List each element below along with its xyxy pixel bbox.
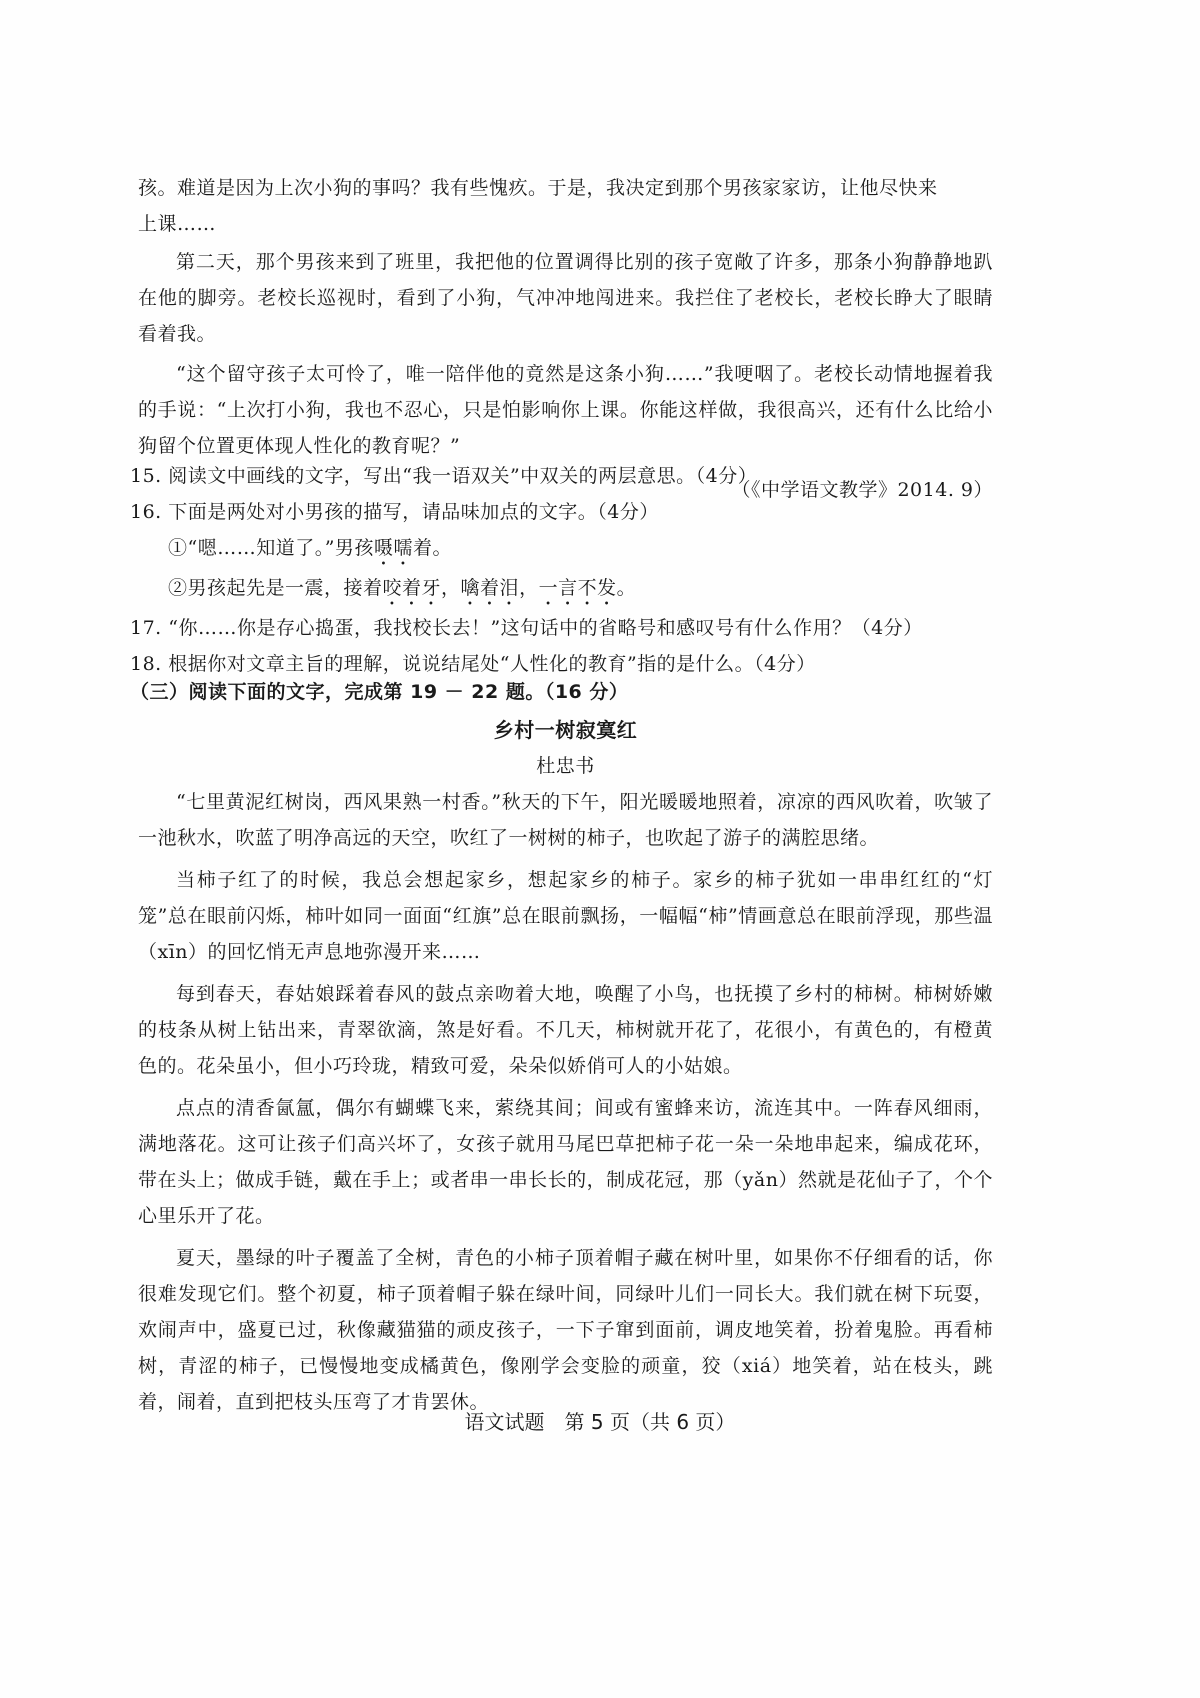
q16b-dotted-word-2: 噙着泪 xyxy=(460,577,520,599)
q16b-text-post: 。 xyxy=(616,577,637,599)
questions-15-18 xyxy=(130,458,985,682)
essay-paragraph-2: 当柿子红了的时候，我总会想起家乡，想起家乡的柿子。家乡的柿子犹如一串串红红的“灯笼”总在眼前闪烁，柿叶如同一面面“红旗”总在眼前飘扬，一幅幅“柿”情画意总在眼前浮现，那些温（xīn）的回忆悄无声息地弥漫开来…… xyxy=(138,869,993,963)
story-paragraph-1-line-1: 孩。难道是因为上次小狗的事吗？我有些愧疚。于是，我决定到那个男孩家家访，让他尽快来 xyxy=(138,177,938,199)
question-15: 15. 阅读文中画线的文字，写出“我一语双关”中双关的两层意思。（4分） xyxy=(130,465,758,487)
page-footer: 语文试题 第 5 页（共 6 页） xyxy=(464,1410,736,1434)
essay-paragraph-1: “七里黄泥红树岗，西风果熟一村香。”秋天的下午，阳光暖暖地照着，凉凉的西风吹着，吹皱了一池秋水，吹蓝了明净高远的天空，吹红了一树树的柿子，也吹起了游子的满腔思绪。 xyxy=(138,791,993,849)
story-paragraph-3: “这个留守孩子太可怜了，唯一陪伴他的竟然是这条小狗……”我哽咽了。老校长动情地握着我的手说：“上次打小狗，我也不忍心，只是怕影响你上课。你能这样做，我很高兴，还有什么比给小狗留个位置更体现人性化的教育呢？” xyxy=(138,363,993,457)
story-paragraph-2: 第二天，那个男孩来到了班里，我把他的位置调得比别的孩子宽敞了许多，那条小狗静静地趴在他的脚旁。老校长巡视时，看到了小狗，气冲冲地闯进来。我拦住了老校长，老校长睁大了眼睛看着我。 xyxy=(138,251,993,345)
essay xyxy=(138,712,993,1420)
essay-paragraph-5: 夏天，墨绿的叶子覆盖了全树，青色的小柿子顶着帽子藏在树叶里，如果你不仔细看的话，你很难发现它们。整个初夏，柿子顶着帽子躲在绿叶间，同绿叶儿们一同长大。我们就在树下玩耍，欢闹声中，盛夏已过，秋像藏猫猫的顽皮孩子，一下子窜到面前，调皮地笑着，扮着鬼脸。再看柿树，青涩的柿子，已慢慢地变成橘黄色，像刚学会变脸的顽童，狡（xiá）地笑着，站在枝头，跳着，闹着，直到把枝头压弯了才肯罢休。 xyxy=(138,1247,993,1413)
q16b-dotted-word-1: 咬着牙 xyxy=(382,577,442,599)
essay-author: 杜忠书 xyxy=(536,755,595,777)
q16b-comma-2: ， xyxy=(519,577,539,599)
question-18: 18. 根据你对文章主旨的理解，说说结尾处“人性化的教育”指的是什么。（4分） xyxy=(130,653,816,675)
section-3-heading: （三）阅读下面的文字，完成第 19 － 22 题。（16 分） xyxy=(130,681,629,703)
q16a-text-post: 着。 xyxy=(412,537,452,559)
question-16-item-a xyxy=(130,530,985,570)
essay-paragraph-4: 点点的清香氤氲，偶尔有蝴蝶飞来，萦绕其间；间或有蜜蜂来访，流连其中。一阵春风细雨，满地落花。这可让孩子们高兴坏了，女孩子就用马尾巴草把柿子花一朵一朵地串起来，编成花环，带在头上；做成手链，戴在手上；或者串一串长长的，制成花冠，那（yǎn）然就是花仙子了，个个心里乐开了花。 xyxy=(138,1097,993,1227)
essay-paragraph-3: 每到春天，春姑娘踩着春风的鼓点亲吻着大地，唤醒了小鸟，也抚摸了乡村的柿树。柿树娇嫩的枝条从树上钻出来，青翠欲滴，煞是好看。不几天，柿树就开花了，花很小，有黄色的，有橙黄色的。花朵虽小，但小巧玲珑，精致可爱，朵朵似娇俏可人的小姑娘。 xyxy=(138,983,993,1077)
q16a-text-pre: ①“嗯……知道了。”男孩 xyxy=(168,537,374,559)
source-citation: （《中学语文教学》2014. 9） xyxy=(731,479,993,501)
essay-title: 乡村一树寂寞红 xyxy=(493,718,638,742)
q16b-comma-1: ， xyxy=(441,577,461,599)
story-paragraph-1-line-2: 上课…… xyxy=(138,213,217,235)
question-16: 16. 下面是两处对小男孩的描写，请品味加点的文字。（4分） xyxy=(130,501,659,523)
question-17: 17. “你……你是存心捣蛋，我找校长去！”这句话中的省略号和感叹号有什么作用？（4分） xyxy=(130,617,923,639)
q16b-dotted-word-3: 一言不发 xyxy=(538,577,617,599)
q16b-text-pre: ②男孩起先是一震，接着 xyxy=(168,577,383,599)
question-16-item-b xyxy=(130,570,985,610)
section-3 xyxy=(130,674,985,710)
q16a-dotted-word: 嗫嚅 xyxy=(373,537,413,559)
